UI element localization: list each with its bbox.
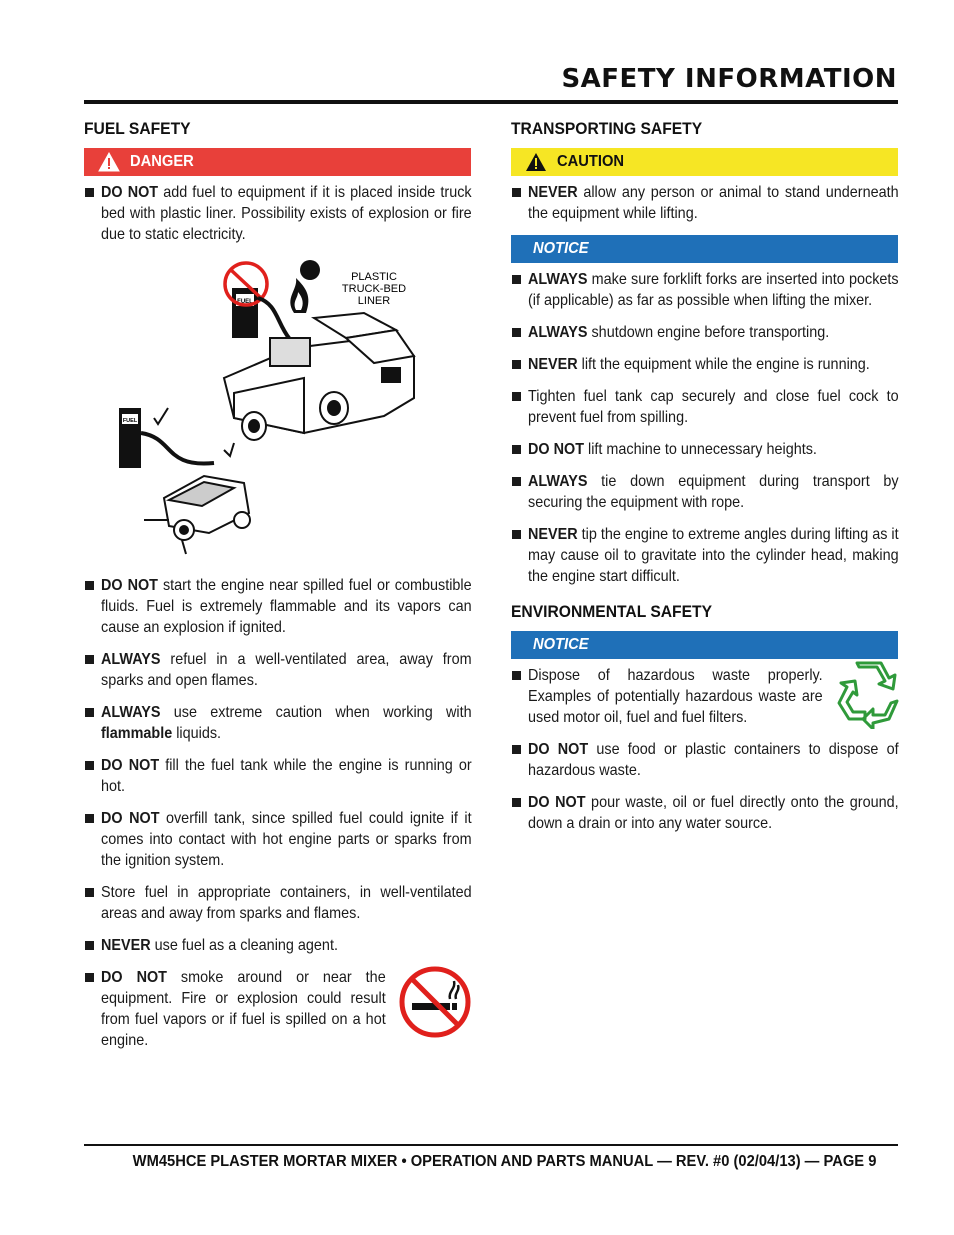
svg-text:LINER: LINER <box>357 295 391 307</box>
caution-banner <box>511 148 898 176</box>
recycle-icon <box>837 659 899 729</box>
list-item: NEVER use fuel as a cleaning agent. <box>84 935 472 956</box>
list-item: DO NOT overfill tank, since spilled fuel could ignite if it comes into contact with hot engine parts or sparks from the ignition system. <box>84 808 472 871</box>
notice-label: NOTICE <box>533 636 589 653</box>
danger-banner <box>84 148 471 176</box>
list-item: NEVER tip the engine to extreme angles during lifting as it may cause oil to gravitate into the cylinder head, making the engine start difficult. <box>511 524 899 587</box>
truck-refuel-illustration <box>84 258 472 564</box>
list-item: ALWAYS shutdown engine before transporting. <box>511 322 899 343</box>
danger-label: DANGER <box>130 153 194 170</box>
list-item: ALWAYS make sure forklift forks are inserted into pockets (if applicable) as far as possible when lifting the mixer. <box>511 269 899 311</box>
list-item: ALWAYS use extreme caution when working with flammable liquids. <box>84 702 472 744</box>
transport-safety-heading: TRANSPORTING SAFETY <box>511 119 703 138</box>
svg-text:TRUCK-BED: TRUCK-BED <box>341 283 407 295</box>
notice-banner <box>511 631 898 659</box>
list-item: NEVER lift the equipment while the engine is running. <box>511 354 899 375</box>
list-item: DO NOT pour waste, oil or fuel directly onto the ground, down a drain or into any water source. <box>511 792 899 834</box>
recycle-row <box>511 665 899 739</box>
flame-icon <box>290 260 320 313</box>
list-item: ALWAYS tie down equipment during transport by securing the equipment with rope. <box>511 471 899 513</box>
list-item: DO NOT use food or plastic containers to dispose of hazardous waste. <box>511 739 899 781</box>
notice-label: NOTICE <box>533 240 589 257</box>
warning-icon <box>98 152 120 172</box>
fuel-safety-heading: FUEL SAFETY <box>84 119 191 138</box>
page-footer: WM45HCE PLASTER MORTAR MIXER • OPERATION AND PARTS MANUAL — REV. #0 (02/04/13) — PAGE 9 <box>132 1153 876 1170</box>
list-item: DO NOT start the engine near spilled fuel or combustible fluids. Fuel is extremely flammable and its vapors can cause an explosion if ignited. <box>84 575 472 638</box>
mortar-mixer <box>144 476 250 554</box>
transport-safety-column <box>511 110 899 845</box>
list-item: Store fuel in appropriate containers, in well-ventilated areas and away from sparks and flames. <box>84 882 472 924</box>
svg-text:PLASTIC: PLASTIC <box>351 271 397 283</box>
list-item: DO NOT add fuel to equipment if it is placed inside truck bed with plastic liner. Possibility exists of explosion or fire due to static electricity. <box>84 182 472 245</box>
list-item: ALWAYS refuel in a well-ventilated area, away from sparks and open flames. <box>84 649 472 691</box>
list-item: DO NOT smoke around or near the equipment. Fire or explosion could result from fuel vapors or if fuel is spilled on a hot engine. <box>84 967 386 1051</box>
no-smoking-icon <box>398 965 472 1039</box>
caution-label: CAUTION <box>557 153 625 170</box>
title-rule <box>84 100 898 104</box>
notice-banner <box>511 235 898 263</box>
warning-icon <box>525 152 547 172</box>
fuel-safety-column <box>84 110 472 1062</box>
svg-text:FUEL: FUEL <box>237 299 253 305</box>
svg-text:FUEL: FUEL <box>122 418 138 424</box>
page-title: SAFETY INFORMATION <box>561 64 897 94</box>
list-item: Dispose of hazardous waste properly. Examples of potentially hazardous waste are used motor oil, fuel and fuel filters. <box>511 665 823 728</box>
no-smoking-row <box>84 967 472 1062</box>
environmental-safety-heading: ENVIRONMENTAL SAFETY <box>511 602 713 621</box>
fuel-pump-icon <box>119 408 234 468</box>
footer-rule <box>84 1144 898 1146</box>
list-item: NEVER allow any person or animal to stand underneath the equipment while lifting. <box>511 182 899 224</box>
list-item: DO NOT lift machine to unnecessary heights. <box>511 439 899 460</box>
list-item: Tighten fuel tank cap securely and close fuel cock to prevent fuel from spilling. <box>511 386 899 428</box>
list-item: DO NOT fill the fuel tank while the engine is running or hot. <box>84 755 472 797</box>
